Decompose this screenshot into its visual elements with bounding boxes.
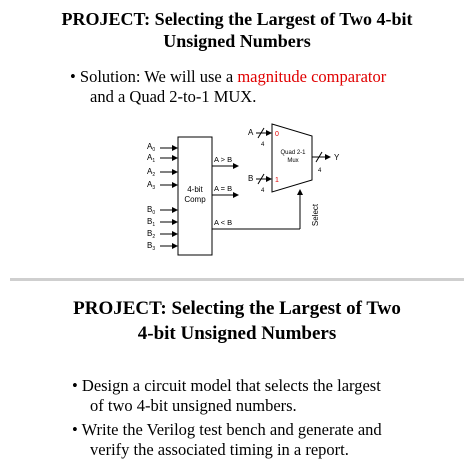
select-label: Select [311,203,320,227]
mux-output-label: Y [334,153,340,162]
input-label-b1: $B_1$ [147,217,156,228]
input-label-b0: $B_0$ [147,205,156,216]
mux-input-a-label: A [248,128,254,137]
input-label-b2: $B_2$ [147,229,156,240]
bullet-prefix: • Solution: We will use a [70,67,238,86]
output-label-gt: A > B [214,155,233,164]
bullet-highlight: magnitude comparator [237,67,387,86]
bus-width-b: 4 [261,188,265,194]
mux-label-line-2: Mux [287,158,299,164]
slide-1-title-line-2: Unsigned Numbers [163,31,311,51]
output-label-lt: A < B [214,218,233,227]
mux-label-line-1: Quad 2-1 [280,150,306,156]
b-inputs [147,205,177,252]
input-label-a0: $A_0$ [147,142,156,153]
a-inputs [147,142,177,191]
slide-2-title-line-2: 4-bit Unsigned Numbers [137,323,337,344]
slide-2-bullet-2-line-1: • Write the Verilog test bench and generate and [72,420,382,439]
input-label-a1: $A_1$ [147,153,156,164]
slide-2 [0,282,474,474]
input-label-a3: $A_3$ [147,180,156,191]
slide-divider [10,278,464,281]
mux-sel-0: 0 [275,131,279,138]
bus-width-a: 4 [261,142,265,148]
input-label-a2: $A_2$ [147,167,156,178]
comparator-label-line-1: 4-bit [187,185,203,194]
slide-2-bullet-1-line-1: • Design a circuit model that selects the largest [72,376,381,395]
slide-1-bullet-line-2: and a Quad 2-to-1 MUX. [90,87,257,106]
output-label-eq: A = B [214,184,233,193]
mux-sel-1: 1 [275,177,279,184]
slide-1-title-line-1: PROJECT: Selecting the Largest of Two 4-bit [61,9,413,29]
bus-width-y: 4 [318,168,322,174]
mux-output-y [312,152,340,174]
slide-2-bullet-1-line-2: of two 4-bit unsigned numbers. [90,396,297,415]
input-label-b3: $B_3$ [147,241,156,252]
comparator-label-line-2: Comp [184,195,206,204]
mux-input-b-label: B [248,174,254,183]
slide-2-title-line-1: PROJECT: Selecting the Largest of Two [73,298,401,319]
slide-2-title [0,296,474,346]
slide-2-bullet-2-line-2: verify the associated timing in a report. [90,440,349,459]
